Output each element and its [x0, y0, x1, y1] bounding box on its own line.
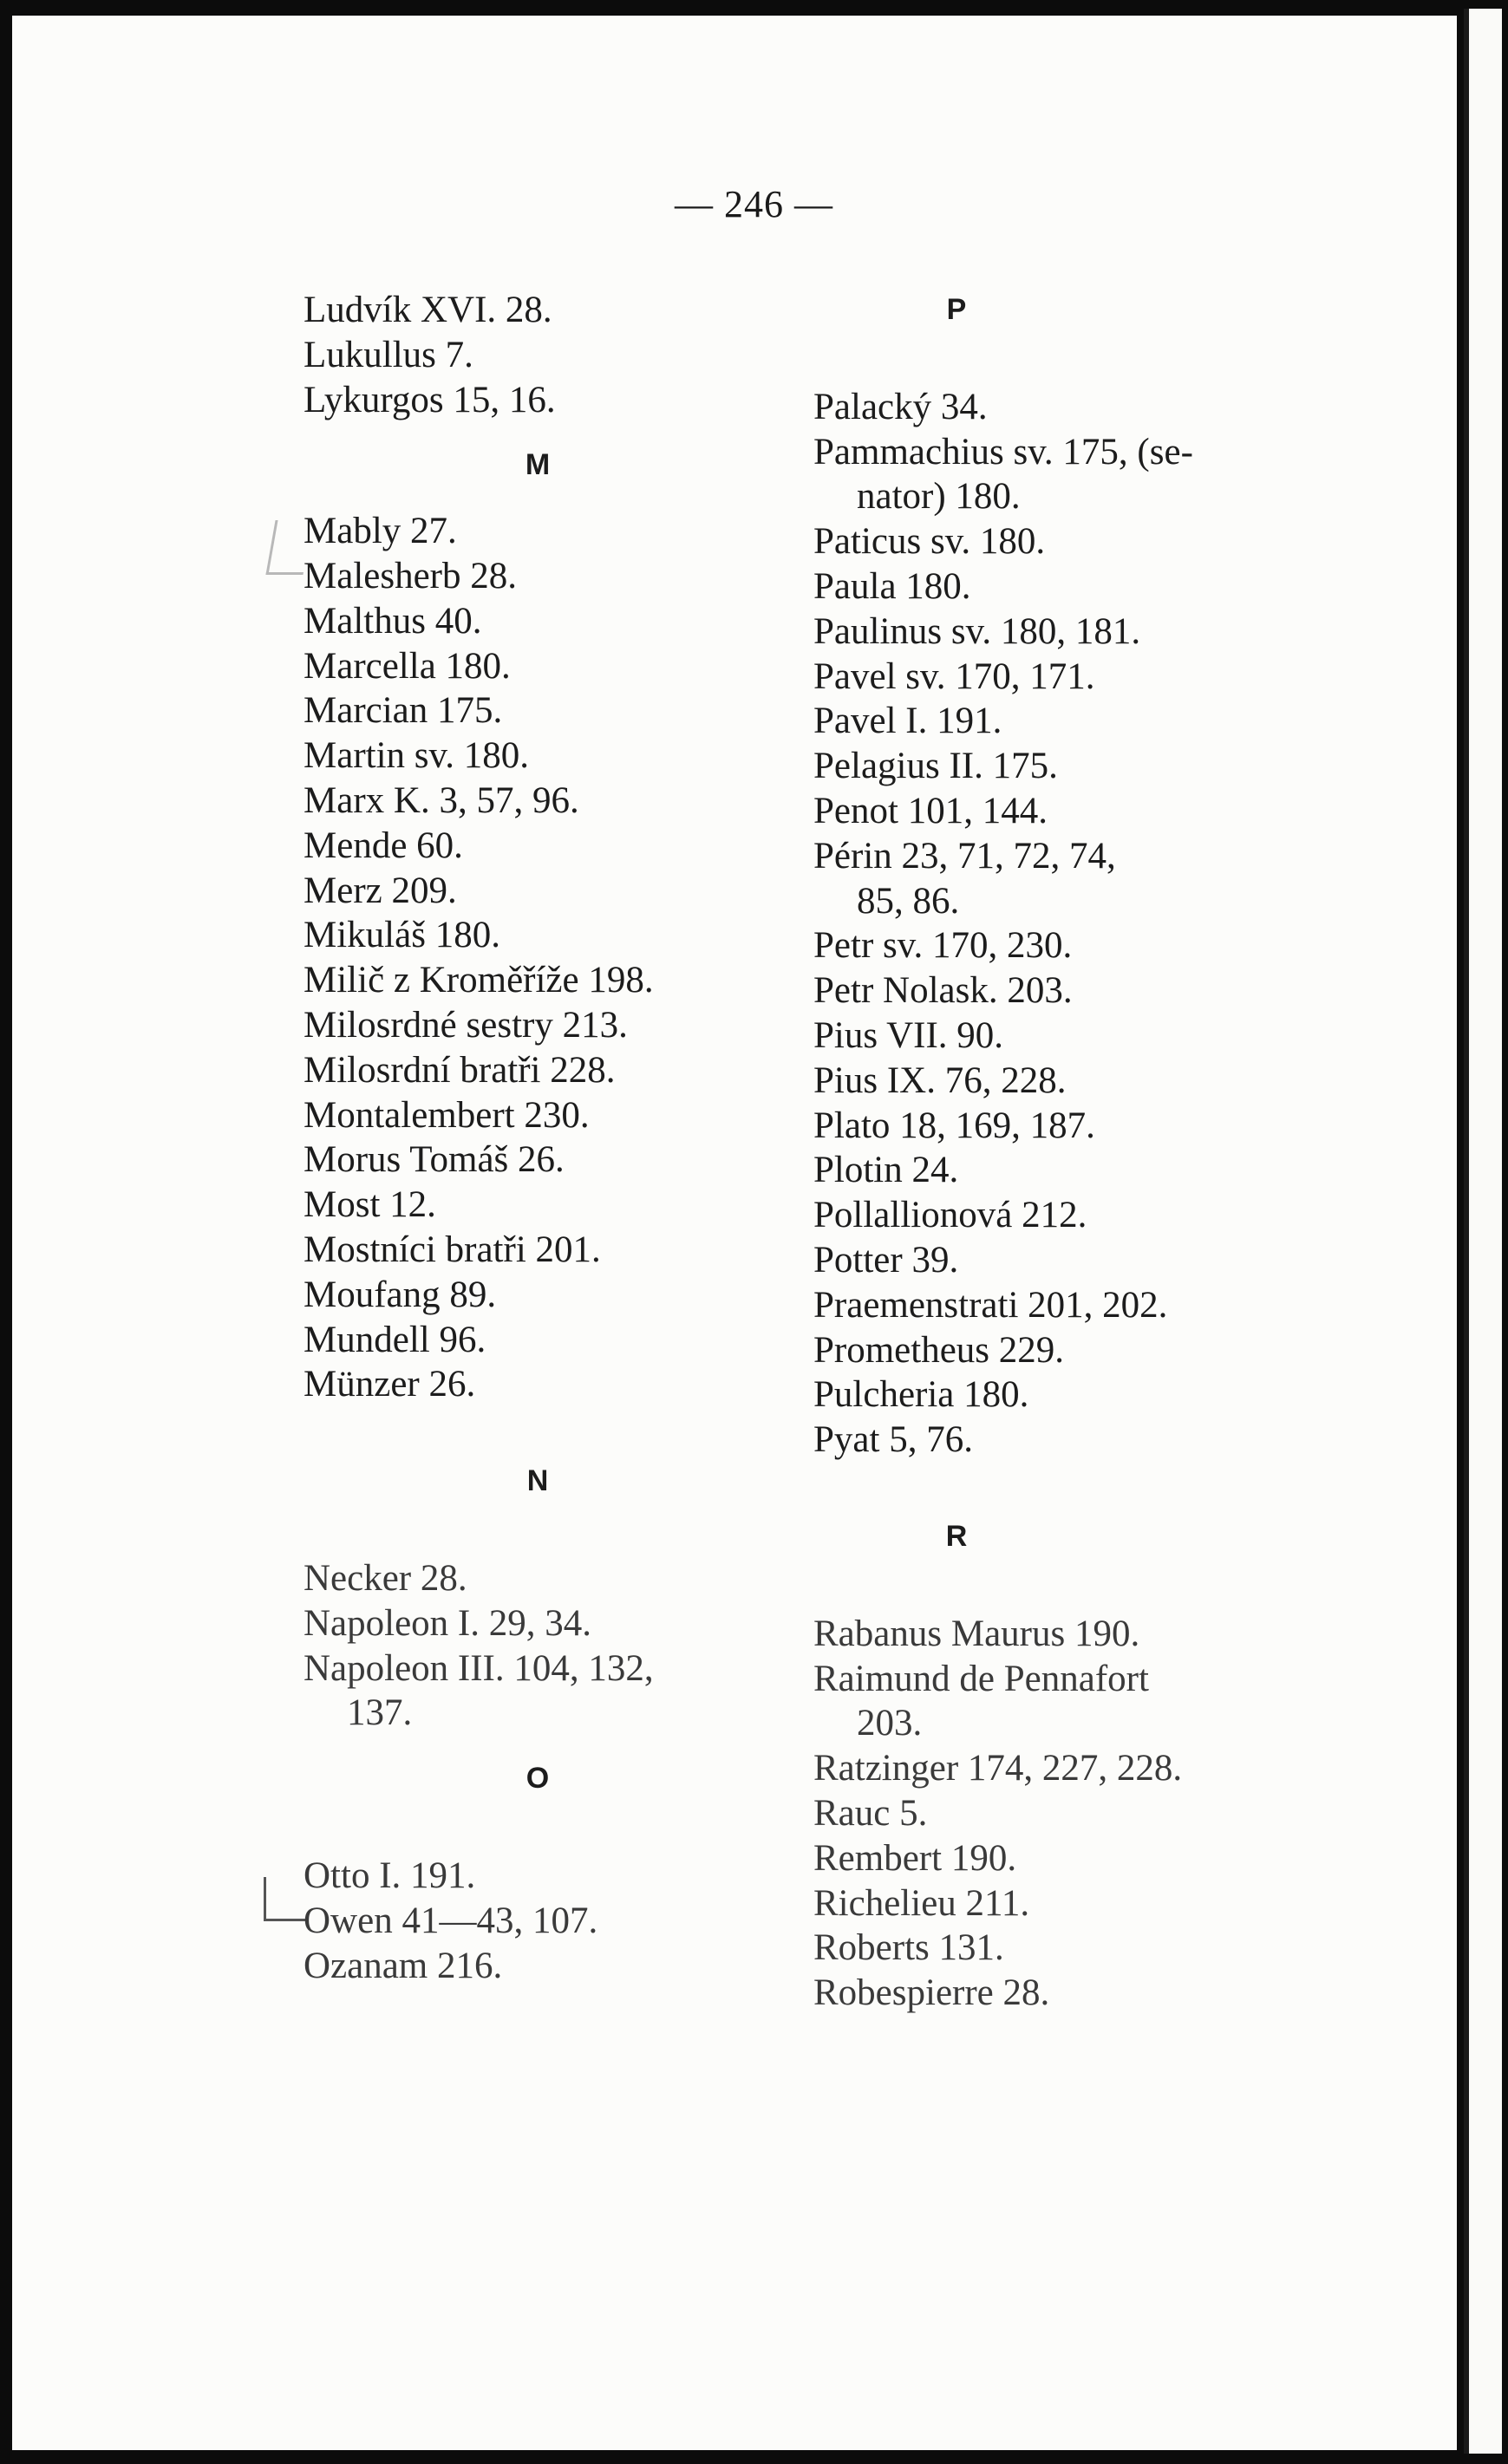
index-entry: Moufang 89.	[304, 1274, 497, 1315]
index-entry: Münzer 26.	[304, 1364, 476, 1405]
index-entry: Pavel sv. 170, 171.	[813, 655, 1095, 697]
index-entry: Rabanus Maurus 190.	[813, 1613, 1140, 1654]
index-entry: Ozanam 216.	[304, 1945, 503, 1986]
page-number: — 246 —	[675, 183, 833, 225]
index-entry: Necker 28.	[304, 1557, 467, 1599]
index-entry: Paulinus sv. 180, 181.	[813, 610, 1141, 652]
index-entry: Petr Nolask. 203.	[813, 970, 1073, 1012]
next-page-edge	[1464, 9, 1502, 2454]
index-entry: Mundell 96.	[304, 1319, 486, 1360]
index-entry: Martin sv. 180.	[304, 735, 529, 777]
index-entry: Pollallionová 212.	[813, 1195, 1087, 1236]
index-entry: 137.	[347, 1692, 413, 1734]
section-heading-r: R	[945, 1519, 968, 1553]
section-heading-o: O	[526, 1762, 550, 1796]
index-entry: Roberts 131.	[813, 1927, 1004, 1969]
index-entry: Raimund de Pennafort	[813, 1658, 1149, 1699]
index-entry: Most 12.	[304, 1184, 436, 1226]
index-entry: Rauc 5.	[813, 1792, 928, 1834]
index-entry: Plato 18, 169, 187.	[813, 1105, 1095, 1146]
index-entry: Merz 209.	[304, 870, 457, 911]
index-entry: Morus Tomáš 26.	[304, 1139, 565, 1181]
index-entry: Paticus sv. 180.	[813, 521, 1046, 563]
index-entry: Mostníci bratři 201.	[304, 1229, 601, 1270]
index-entry: Palacký 34.	[813, 386, 988, 427]
index-entry: Marx K. 3, 57, 96.	[304, 779, 579, 821]
index-entry: Praemenstrati 201, 202.	[813, 1284, 1168, 1326]
index-entry: Lukullus 7.	[304, 334, 473, 375]
index-entry: Pammachius sv. 175, (se-	[813, 431, 1193, 473]
index-entry: Napoleon I. 29, 34.	[304, 1602, 591, 1644]
index-entry: Milosrdné sestry 213.	[304, 1004, 628, 1046]
index-entry: Montalembert 230.	[304, 1094, 590, 1136]
section-heading-n: N	[526, 1464, 549, 1498]
index-entry: Potter 39.	[813, 1239, 959, 1281]
index-entry: Lykurgos 15, 16.	[304, 379, 556, 420]
index-entry: Plotin 24.	[813, 1150, 959, 1191]
index-entry: nator) 180.	[857, 476, 1021, 518]
index-entry: Petr sv. 170, 230.	[813, 925, 1073, 967]
index-entry: Pius VII. 90.	[813, 1014, 1004, 1056]
index-column-right	[813, 288, 1368, 2016]
index-entry: Otto I. 191.	[304, 1855, 476, 1896]
index-entry: Penot 101, 144.	[813, 790, 1048, 831]
index-entry: Milosrdní bratři 228.	[304, 1049, 616, 1091]
index-entry: Mende 60.	[304, 825, 463, 866]
section-heading-p: P	[946, 293, 967, 326]
index-entry: Pyat 5, 76.	[813, 1419, 973, 1461]
index-column-left	[304, 288, 858, 1988]
index-entry: Pavel I. 191.	[813, 701, 1002, 742]
index-entry: Owen 41—43, 107.	[304, 1900, 598, 1941]
index-entry: Marcian 175.	[304, 690, 503, 732]
index-entry: Prometheus 229.	[813, 1329, 1065, 1371]
index-entry: Marcella 180.	[304, 645, 511, 687]
index-entry: Richelieu 211.	[813, 1882, 1030, 1924]
index-entry: Robespierre 28.	[813, 1972, 1050, 2014]
index-entry: Rembert 190.	[813, 1837, 1017, 1879]
index-entry: Ludvík XVI. 28.	[304, 290, 552, 330]
index-entry: Pelagius II. 175.	[813, 746, 1058, 787]
section-heading-m: M	[525, 448, 551, 482]
index-entry: Pius IX. 76, 228.	[813, 1059, 1067, 1101]
index-entry: Paula 180.	[813, 565, 971, 607]
index-entry: Napoleon III. 104, 132,	[304, 1647, 654, 1689]
pencil-mark-o	[264, 1877, 308, 1921]
index-entry: 203.	[857, 1703, 923, 1744]
index-entry: Pulcheria 180.	[813, 1374, 1029, 1416]
index-entry: Mably 27.	[304, 511, 457, 552]
index-entry: Malesherb 28.	[304, 555, 517, 596]
index-entry: Mikuláš 180.	[304, 915, 500, 956]
index-entry: Milič z Kroměříže 198.	[304, 960, 654, 1001]
index-entry: 85, 86.	[857, 880, 960, 922]
index-entry: Ratzinger 174, 227, 228.	[813, 1748, 1183, 1789]
index-entry: Périn 23, 71, 72, 74,	[813, 835, 1116, 877]
index-entry: Malthus 40.	[304, 600, 482, 642]
